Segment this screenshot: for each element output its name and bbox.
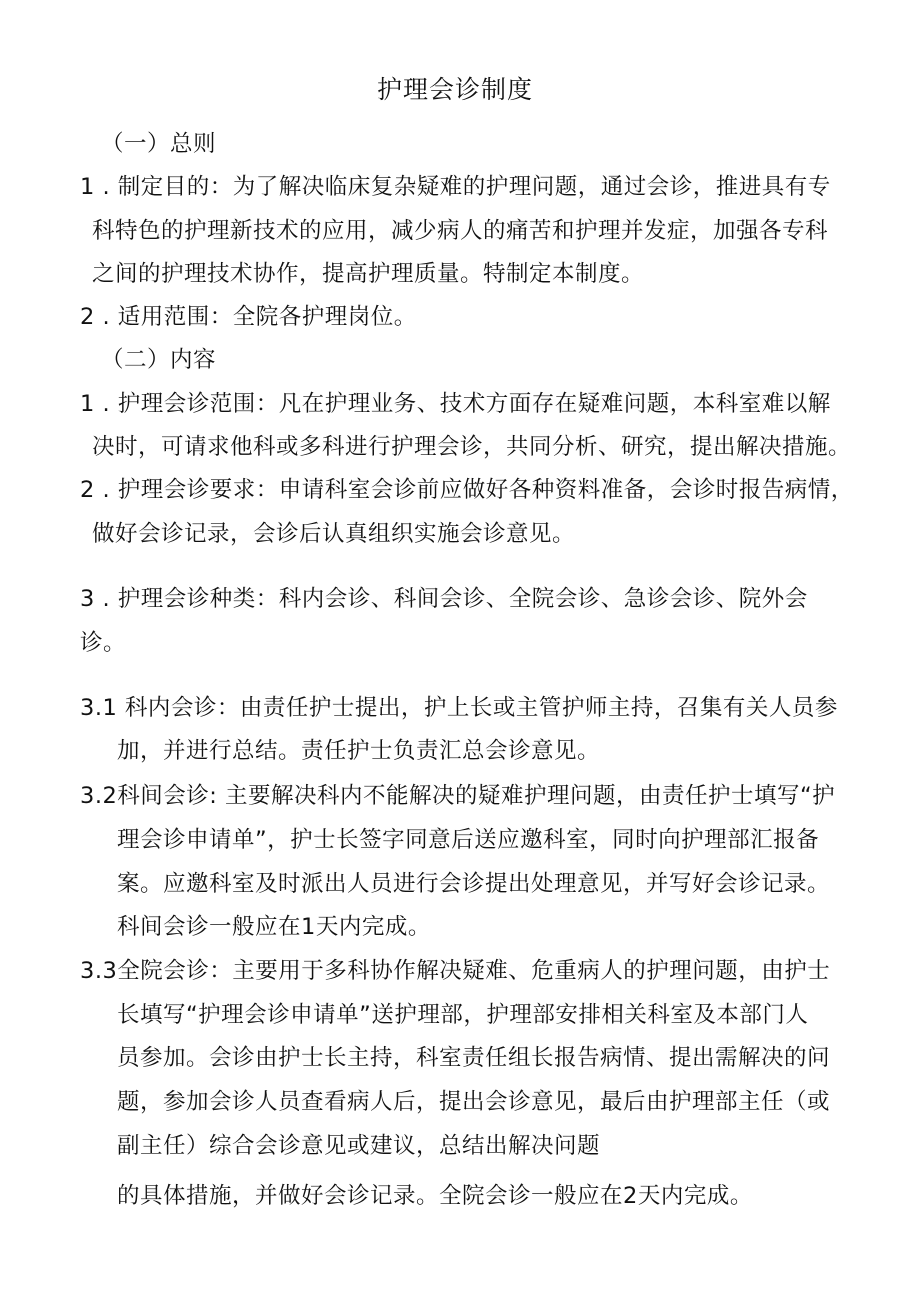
paragraph-line: 做好会诊记录，会诊后认真组织实施会诊意见。 xyxy=(92,521,576,547)
section-heading: （二）内容 xyxy=(101,347,217,373)
paragraph-line: 题，参加会诊人员查看病人后，提出会诊意见，最后由护理部主任（或 xyxy=(117,1089,831,1115)
page-title: 护理会诊制度 xyxy=(377,75,534,104)
paragraph-line: 之间的护理技术协作，提高护理质量。特制定本制度。 xyxy=(92,261,645,287)
paragraph-line: 1 . 护理会诊范围：凡在护理业务、技术方面存在疑难问题，本科室难以解 xyxy=(80,391,831,417)
paragraph-line: 案。应邀科室及时派出人员进行会诊提出处理意见，并写好会诊记录。 xyxy=(117,871,831,897)
paragraph-line: 科特色的护理新技术的应用，减少病人的痛苦和护理并发症，加强各专科 xyxy=(92,218,829,244)
paragraph-line: 科间会诊一般应在1天内完成。 xyxy=(117,914,431,940)
paragraph-line: 理会诊申请单”，护士长签字同意后送应邀科室，同时向护理部汇报备 xyxy=(117,827,820,853)
paragraph-line: 的具体措施，并做好会诊记录。全院会诊一般应在2天内完成。 xyxy=(117,1183,753,1209)
paragraph-line: 2 . 适用范围：全院各护理岗位。 xyxy=(80,304,417,330)
paragraph-line: 3 . 护理会诊种类：科内会诊、科间会诊、全院会诊、急诊会诊、院外会 xyxy=(80,586,808,612)
paragraph-line: 加，并进行总结。责任护士负责汇总会诊意见。 xyxy=(117,738,601,764)
paragraph-line: 3.2科间会诊: 主要解决科内不能解决的疑难护理问题，由责任护士填写“护 xyxy=(80,783,836,809)
paragraph-line: 3.1 科内会诊：由责任护士提出，护上长或主管护师主持，召集有关人员参 xyxy=(80,695,838,721)
paragraph-line: 诊。 xyxy=(80,630,127,656)
paragraph-line: 副主任）综合会诊意见或建议，总结出解决问题 xyxy=(117,1133,601,1159)
paragraph-line: 决时，可请求他科或多科进行护理会诊，共同分析、研究，提出解决措施。 xyxy=(92,434,852,460)
paragraph-line: 长填写“护理会诊申请单”送护理部，护理部安排相关科室及本部门人 xyxy=(117,1002,809,1028)
paragraph-line: 员参加。会诊由护士长主持，科室责任组长报告病情、提出需解决的问 xyxy=(117,1045,831,1071)
paragraph-line: 2 . 护理会诊要求：申请科室会诊前应做好各种资料准备，会诊时报告病情， xyxy=(80,477,854,503)
section-heading: （一）总则 xyxy=(101,131,217,157)
paragraph-line: 3.3全院会诊：主要用于多科协作解决疑难、危重病人的护理问题，由护士 xyxy=(80,958,831,984)
paragraph-line: 1 . 制定目的：为了解决临床复杂疑难的护理问题，通过会诊，推进具有专 xyxy=(80,174,831,200)
